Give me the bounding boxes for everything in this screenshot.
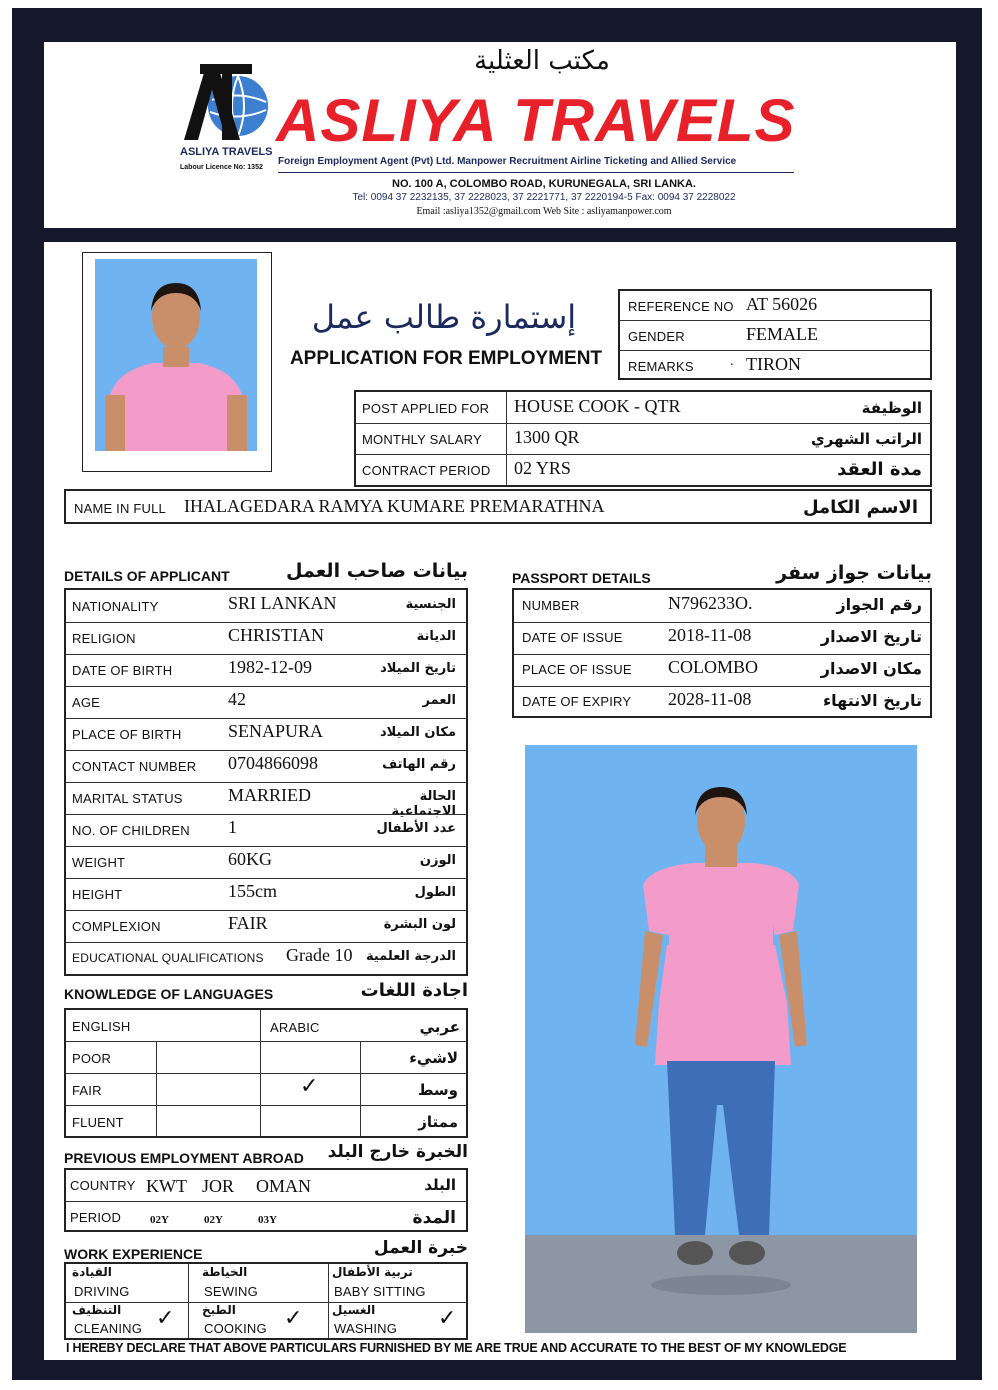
- passport-value: 2028-11-08: [668, 689, 752, 709]
- applicant-value: 1982-12-09: [228, 657, 312, 677]
- passport-arabic: تاريخ الاصدار: [820, 627, 922, 646]
- salary-value: 1300 QR: [514, 427, 580, 447]
- name-box: [64, 489, 932, 524]
- reference-box: [618, 289, 932, 380]
- country-label: COUNTRY: [70, 1178, 136, 1193]
- applicant-label: WEIGHT: [72, 855, 126, 870]
- washing-arabic: الغسيل: [332, 1303, 376, 1317]
- applicant-label: NO. OF CHILDREN: [72, 823, 190, 838]
- applicant-value: 155cm: [228, 881, 277, 901]
- application-form: [44, 242, 956, 1360]
- applicant-label: CONTACT NUMBER: [72, 759, 197, 774]
- country-3: OMAN: [256, 1176, 312, 1196]
- remarks-prefix: .: [730, 354, 734, 369]
- washing-label: WASHING: [334, 1321, 398, 1336]
- applicant-arabic: الدرجة العلمية: [366, 949, 456, 964]
- licence-number: Labour Licence No: 1352: [180, 164, 263, 171]
- declaration: I HEREBY DECLARE THAT ABOVE PARTICULARS FURNISHED BY ME ARE TRUE AND ACCURATE TO THE BEST OF MY KNOWLEDGE: [66, 1341, 847, 1355]
- poor-arabic: لاشيء: [409, 1049, 458, 1067]
- applicant-value: Grade 10: [286, 945, 353, 965]
- applicant-arabic: لون البشرة: [383, 917, 456, 932]
- passport-arabic: مكان الاصدار: [820, 659, 922, 678]
- passport-photo: [95, 259, 257, 451]
- passport-label: DATE OF EXPIRY: [522, 694, 632, 709]
- applicant-arabic: العمر: [422, 693, 456, 708]
- applicant-arabic: الحالة الاجتماعية: [391, 789, 456, 819]
- reference-value: AT 56026: [746, 294, 818, 314]
- applicant-arabic: الوزن: [419, 853, 456, 868]
- company-tagline: Foreign Employment Agent (Pvt) Ltd. Manpower Recruitment Airline Ticketing and Allied Service: [278, 156, 737, 167]
- company-logo: [176, 60, 274, 148]
- arabic-label-ar: عربي: [419, 1018, 460, 1036]
- cleaning-arabic: التنظيف: [72, 1303, 122, 1317]
- fair-label: FAIR: [72, 1083, 102, 1098]
- letterhead: [44, 42, 956, 228]
- company-name: ASLIYA TRAVELS: [276, 87, 796, 154]
- passport-label: PLACE OF ISSUE: [522, 662, 632, 677]
- period-1: 02Y: [150, 1214, 169, 1226]
- applicant-label: MARITAL STATUS: [72, 791, 183, 806]
- sewing-label: SEWING: [204, 1284, 258, 1299]
- applicant-arabic: الديانة: [416, 629, 456, 644]
- company-email-web: Email :asliya1352@gmail.com Web Site : asliyamanpower.com: [416, 206, 672, 217]
- form-title-arabic: إستمارة طالب عمل: [311, 298, 577, 336]
- post-value: HOUSE COOK - QTR: [514, 396, 681, 416]
- washing-check[interactable]: ✓: [438, 1306, 457, 1331]
- period-3: 03Y: [258, 1214, 277, 1226]
- applicant-arabic: مكان الميلاد: [379, 725, 456, 740]
- period-arabic: المدة: [412, 1208, 456, 1228]
- cooking-check[interactable]: ✓: [284, 1306, 303, 1331]
- babysitting-label: BABY SITTING: [334, 1284, 426, 1299]
- applicant-label: HEIGHT: [72, 887, 123, 902]
- previous-heading: PREVIOUS EMPLOYMENT ABROAD: [64, 1150, 304, 1166]
- passport-arabic: تاريخ الانتهاء: [822, 691, 922, 710]
- applicant-heading-arabic: بيانات صاحب العمل: [286, 560, 468, 582]
- applicant-arabic: تاريخ الميلاد: [380, 661, 456, 676]
- post-arabic: الوظيفة: [861, 399, 922, 417]
- applicant-label: EDUCATIONAL QUALIFICATIONS: [72, 951, 264, 965]
- fluent-arabic: ممتاز: [418, 1113, 458, 1131]
- cooking-arabic: الطبخ: [202, 1303, 236, 1317]
- applicant-label: DATE OF BIRTH: [72, 663, 173, 678]
- fair-arabic: وسط: [417, 1081, 458, 1099]
- passport-table: [512, 588, 932, 718]
- logo-caption: ASLIYA TRAVELS: [180, 146, 273, 158]
- applicant-value: 60KG: [228, 849, 272, 869]
- gender-label: GENDER: [628, 329, 685, 344]
- passport-arabic: رقم الجواز: [836, 595, 922, 614]
- passport-heading: PASSPORT DETAILS: [512, 570, 651, 586]
- applicant-arabic: الطول: [414, 885, 456, 900]
- languages-table: [64, 1008, 468, 1138]
- passport-heading-arabic: بيانات جواز سفر: [776, 562, 932, 584]
- name-value: IHALAGEDARA RAMYA KUMARE PREMARATHNA: [184, 496, 605, 516]
- name-arabic: الاسم الكامل: [802, 497, 918, 518]
- applicant-table: [64, 588, 468, 976]
- passport-label: NUMBER: [522, 598, 580, 613]
- company-address: NO. 100 A, COLOMBO ROAD, KURUNEGALA, SRI LANKA.: [392, 178, 696, 190]
- applicant-arabic: عدد الأطفال: [376, 821, 456, 836]
- applicant-value: CHRISTIAN: [228, 625, 325, 645]
- applicant-label: NATIONALITY: [72, 599, 159, 614]
- country-1: KWT: [146, 1176, 187, 1196]
- reference-label: REFERENCE NO: [628, 299, 734, 314]
- passport-value: 2018-11-08: [668, 625, 752, 645]
- passport-label: DATE OF ISSUE: [522, 630, 623, 645]
- babysitting-arabic: تربية الأطفال: [332, 1265, 413, 1279]
- arabic-fair-check[interactable]: ✓: [300, 1074, 319, 1099]
- fluent-label: FLUENT: [72, 1115, 124, 1130]
- salary-arabic: الراتب الشهري: [811, 430, 922, 448]
- applicant-arabic: الجنسية: [405, 597, 456, 612]
- cleaning-check[interactable]: ✓: [156, 1306, 175, 1331]
- cooking-label: COOKING: [204, 1321, 267, 1336]
- english-label: ENGLISH: [72, 1019, 131, 1034]
- period-label: PERIOD: [70, 1210, 122, 1225]
- applicant-value: 1: [228, 817, 237, 837]
- work-table: [64, 1262, 468, 1340]
- country-2: JOR: [202, 1176, 235, 1196]
- applicant-value: SENAPURA: [228, 721, 324, 741]
- work-heading-arabic: خبرة العمل: [373, 1238, 468, 1258]
- applicant-value: FAIR: [228, 913, 268, 933]
- company-arabic-name: مكتب العثلية: [474, 46, 610, 76]
- form-title: APPLICATION FOR EMPLOYMENT: [289, 348, 603, 369]
- post-label: POST APPLIED FOR: [362, 401, 490, 416]
- previous-table: [64, 1168, 468, 1232]
- contract-value: 02 YRS: [514, 458, 571, 478]
- cleaning-label: CLEANING: [74, 1321, 143, 1336]
- languages-heading-arabic: اجادة اللغات: [360, 980, 468, 1001]
- country-arabic: البلد: [424, 1176, 456, 1194]
- name-label: NAME IN FULL: [74, 501, 166, 516]
- applicant-arabic: رقم الهاتف: [382, 757, 456, 772]
- gender-value: FEMALE: [746, 324, 818, 344]
- applicant-value: 42: [228, 689, 246, 709]
- applicant-label: PLACE OF BIRTH: [72, 727, 182, 742]
- applicant-heading: DETAILS OF APPLICANT: [64, 568, 230, 584]
- passport-photo-frame: [82, 252, 272, 472]
- post-box: [354, 390, 932, 487]
- applicant-label: AGE: [72, 695, 101, 710]
- sewing-arabic: الخياطة: [202, 1265, 248, 1279]
- applicant-value: 0704866098: [228, 753, 318, 773]
- driving-label: DRIVING: [74, 1284, 130, 1299]
- languages-heading: KNOWLEDGE OF LANGUAGES: [64, 986, 274, 1002]
- full-length-photo: [525, 745, 917, 1333]
- applicant-label: COMPLEXION: [72, 919, 161, 934]
- passport-value: N796233O.: [668, 593, 753, 613]
- poor-label: POOR: [72, 1051, 112, 1066]
- driving-arabic: القيادة: [72, 1265, 112, 1279]
- contract-arabic: مدة العقد: [837, 459, 922, 480]
- applicant-label: RELIGION: [72, 631, 136, 646]
- passport-value: COLOMBO: [668, 657, 759, 677]
- salary-label: MONTHLY SALARY: [362, 432, 482, 447]
- contract-label: CONTRACT PERIOD: [362, 463, 491, 478]
- period-2: 02Y: [204, 1214, 223, 1226]
- applicant-value: SRI LANKAN: [228, 593, 337, 613]
- arabic-label: ARABIC: [270, 1020, 320, 1035]
- applicant-value: MARRIED: [228, 785, 312, 805]
- company-phone: Tel: 0094 37 2232135, 37 2228023, 37 2221771, 37 2220194-5 Fax: 0094 37 2228022: [352, 192, 736, 203]
- previous-heading-arabic: الخبرة خارج البلد: [327, 1142, 468, 1162]
- work-heading: WORK EXPERIENCE: [64, 1246, 203, 1262]
- remarks-label: REMARKS: [628, 359, 694, 374]
- remarks-value: TIRON: [746, 354, 801, 374]
